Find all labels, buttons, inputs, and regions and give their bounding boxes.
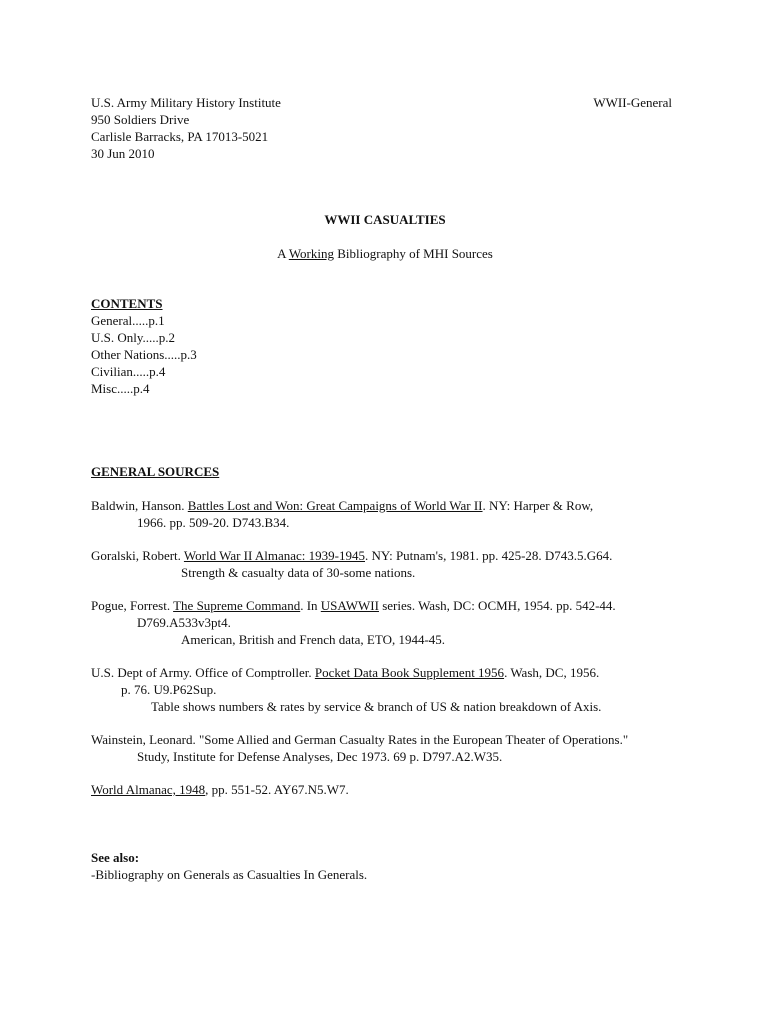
see-also-heading: See also:	[91, 850, 140, 865]
bibliography-entry	[91, 547, 612, 564]
entry-publication: , pp. 551-52. AY67.N5.W7.	[205, 782, 349, 797]
general-sources-heading: GENERAL SOURCES	[91, 464, 220, 479]
address-block	[91, 94, 281, 162]
address-line: U.S. Army Military History Institute	[91, 95, 281, 110]
subtitle-suffix: Bibliography of MHI Sources	[333, 246, 493, 261]
contents-item: U.S. Only.....p.2	[91, 330, 176, 345]
date-line: 30 Jun 2010	[91, 146, 155, 161]
contents-section	[91, 295, 197, 397]
entry-annotation: Table shows numbers & rates by service & branch of US & nation breakdown of Axis.	[151, 699, 602, 714]
entry-author: Baldwin, Hanson.	[91, 498, 188, 513]
entry-author: Pogue, Forrest.	[91, 598, 174, 613]
entry-publication: series. Wash, DC: OCMH, 1954. pp. 542-44.	[378, 598, 616, 613]
entry-continuation: D769.A533v3pt4.	[137, 615, 231, 630]
header-tag: WWII-General	[593, 95, 672, 110]
contents-item: Misc.....p.4	[91, 381, 150, 396]
contents-item: Other Nations.....p.3	[91, 347, 197, 362]
see-also-text: -Bibliography on Generals as Casualties In Generals.	[91, 867, 368, 882]
entry-continuation: 1966. pp. 509-20. D743.B34.	[137, 515, 290, 530]
subtitle-emphasis: Working	[288, 246, 334, 261]
entry-publication: . NY: Putnam's, 1981. pp. 425-28. D743.5.G64.	[365, 548, 613, 563]
entry-author: U.S. Dept of Army. Office of Comptroller.	[91, 665, 315, 680]
entry-author: Goralski, Robert.	[91, 548, 184, 563]
entry-continuation: p. 76. U9.P62Sup.	[121, 682, 217, 697]
subtitle-prefix: A	[277, 246, 289, 261]
entry-continuation: Study, Institute for Defense Analyses, Dec 1973. 69 p. D797.A2.W35.	[137, 749, 503, 764]
entry-title: The Supreme Command	[173, 598, 301, 613]
entry-connector: . In	[300, 598, 321, 613]
bibliography-entry	[91, 781, 349, 798]
entry-annotation: American, British and French data, ETO, 1944-45.	[181, 632, 446, 647]
bibliography-entry	[91, 497, 593, 514]
entry-title: Pocket Data Book Supplement 1956	[314, 665, 505, 680]
document-subtitle	[0, 245, 770, 262]
entry-title: Battles Lost and Won: Great Campaigns of World War II	[187, 498, 483, 513]
contents-item: General.....p.1	[91, 313, 165, 328]
bibliography-entry	[91, 664, 599, 681]
contents-heading: CONTENTS	[91, 296, 163, 311]
entry-title: World Almanac, 1948	[91, 782, 206, 797]
entry-annotation: Strength & casualty data of 30-some nations.	[181, 565, 416, 580]
bibliography-entry: Wainstein, Leonard. "Some Allied and German Casualty Rates in the European Theater of Operations."	[91, 732, 629, 747]
address-line: 950 Soldiers Drive	[91, 112, 190, 127]
document-title: WWII CASUALTIES	[324, 212, 446, 227]
bibliography-entry	[91, 597, 616, 614]
entry-publication: . NY: Harper & Row,	[482, 498, 594, 513]
entry-publication: . Wash, DC, 1956.	[504, 665, 600, 680]
address-line: Carlisle Barracks, PA 17013-5021	[91, 129, 269, 144]
contents-item: Civilian.....p.4	[91, 364, 166, 379]
entry-title: World War II Almanac: 1939-1945	[183, 548, 365, 563]
entry-series: USAWWII	[320, 598, 379, 613]
see-also-section	[91, 849, 367, 883]
